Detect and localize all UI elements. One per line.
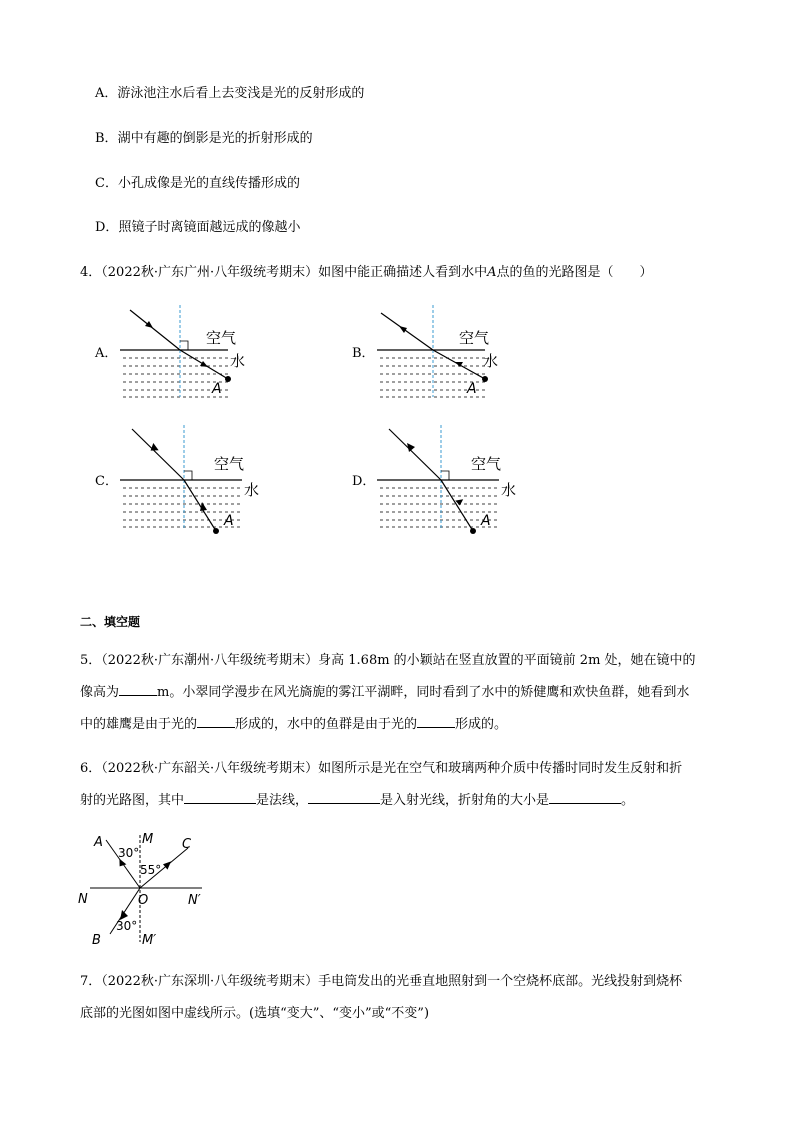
q4-figure-c: [120, 425, 260, 540]
q4-figure-b: [377, 305, 507, 400]
label-o: O: [138, 893, 149, 908]
question-source: （2022秋·广东深圳·八年级统考期末）: [101, 974, 319, 989]
question-text: 身高 1.68m 的小颖站在竖直放置的平面镜前 2m 处，她在镜中的: [318, 653, 696, 668]
angle-right: 55°: [140, 863, 162, 877]
question-text: 形成的。: [455, 717, 508, 732]
q3-option-c: [95, 172, 300, 191]
q4-stem: [80, 261, 653, 280]
q6-figure: [76, 830, 216, 955]
option-label: B．: [95, 131, 118, 146]
q5-text: [80, 645, 720, 741]
q3-option-d: [95, 216, 300, 235]
water-label: 水: [230, 352, 246, 370]
question-text: 像高为: [80, 685, 120, 700]
q6-text: [80, 753, 720, 817]
point-a-label: A: [212, 381, 222, 397]
q3-option-b: [95, 127, 313, 146]
question-source: （2022秋·广东潮州·八年级统考期末）: [101, 653, 319, 668]
air-label: 空气: [459, 329, 490, 347]
option-text: 小孔成像是光的直线传播形成的: [117, 176, 300, 191]
point-a-label: A: [224, 513, 234, 529]
water-label: 水: [244, 481, 260, 499]
question-source: （2022秋·广东韶关·八年级统考期末）: [101, 761, 319, 776]
label-m: M: [142, 832, 154, 847]
question-text: 形成的，水中的鱼群是由于光的: [235, 717, 418, 732]
angle-bottom: 30°: [116, 919, 138, 933]
q4-option-a-label: A．: [95, 346, 118, 361]
label-a: A: [94, 835, 103, 850]
option-text: 湖中有趣的倒影是光的折射形成的: [117, 131, 313, 146]
air-label: 空气: [214, 455, 245, 473]
question-text: 。: [621, 793, 635, 808]
question-text: 手电筒发出的光垂直地照射到一个空烧杯底部。光线投射到烧杯: [318, 974, 683, 989]
question-number: 6．: [80, 761, 102, 776]
label-m-prime: M′: [142, 933, 157, 948]
question-text: 是入射光线，折射角的大小是: [380, 793, 550, 808]
water-label: 水: [483, 352, 499, 370]
q4-figure-d: [377, 425, 517, 540]
question-number: 5．: [80, 653, 102, 668]
question-source: （2022秋·广东广州·八年级统考期末）: [101, 265, 319, 280]
q4-option-b-label: B．: [352, 346, 375, 361]
question-text: 中的雄鹰是由于光的: [80, 717, 198, 732]
option-label: C．: [95, 176, 118, 191]
label-n: N: [78, 892, 88, 907]
water-label: 水: [501, 481, 517, 499]
label-c: C: [182, 837, 192, 852]
answer-blank[interactable]: [197, 713, 235, 728]
option-label: D．: [95, 220, 119, 235]
q4-option-c-label: C．: [95, 474, 118, 489]
question-text: 底部的光图如图中虚线所示。(选填“变大”、“变小”或“不变”): [80, 1006, 430, 1021]
option-label: A．: [95, 86, 118, 101]
question-text: 射的光路图，其中: [80, 793, 185, 808]
question-text: 是法线，: [256, 793, 309, 808]
answer-blank[interactable]: [184, 789, 256, 804]
q7-text: [80, 966, 720, 1030]
q4-figure-a: [120, 305, 250, 400]
question-text: 如图所示是光在空气和玻璃两种介质中传播时同时发生反射和折: [318, 761, 683, 776]
answer-blank[interactable]: [417, 713, 455, 728]
answer-blank[interactable]: [119, 681, 157, 696]
option-text: 照镜子时离镜面越远成的像越小: [118, 220, 301, 235]
label-b: B: [92, 933, 101, 948]
label-n-prime: N′: [188, 893, 201, 908]
air-label: 空气: [471, 455, 502, 473]
q3-option-a: [95, 82, 364, 101]
question-text: 点的鱼的光路图是（ ）: [496, 265, 653, 280]
point-a-label: A: [467, 381, 477, 397]
question-number: 4．: [80, 265, 102, 280]
air-label: 空气: [206, 329, 237, 347]
angle-top: 30°: [118, 846, 140, 860]
section-title: 二、填空题: [80, 615, 141, 629]
question-text: 如图中能正确描述人看到水中: [318, 265, 488, 280]
question-text: m。小翠同学漫步在风光旖旎的雾江平湖畔，同时看到了水中的矫健鹰和欢快鱼群，她看到水: [157, 685, 690, 700]
option-text: 游泳池注水后看上去变浅是光的反射形成的: [117, 86, 365, 101]
point-a-label: A: [481, 513, 491, 529]
answer-blank[interactable]: [549, 789, 621, 804]
q4-option-d-label: D．: [352, 474, 376, 489]
point-label: A: [487, 265, 497, 280]
question-number: 7．: [80, 974, 102, 989]
answer-blank[interactable]: [308, 789, 380, 804]
